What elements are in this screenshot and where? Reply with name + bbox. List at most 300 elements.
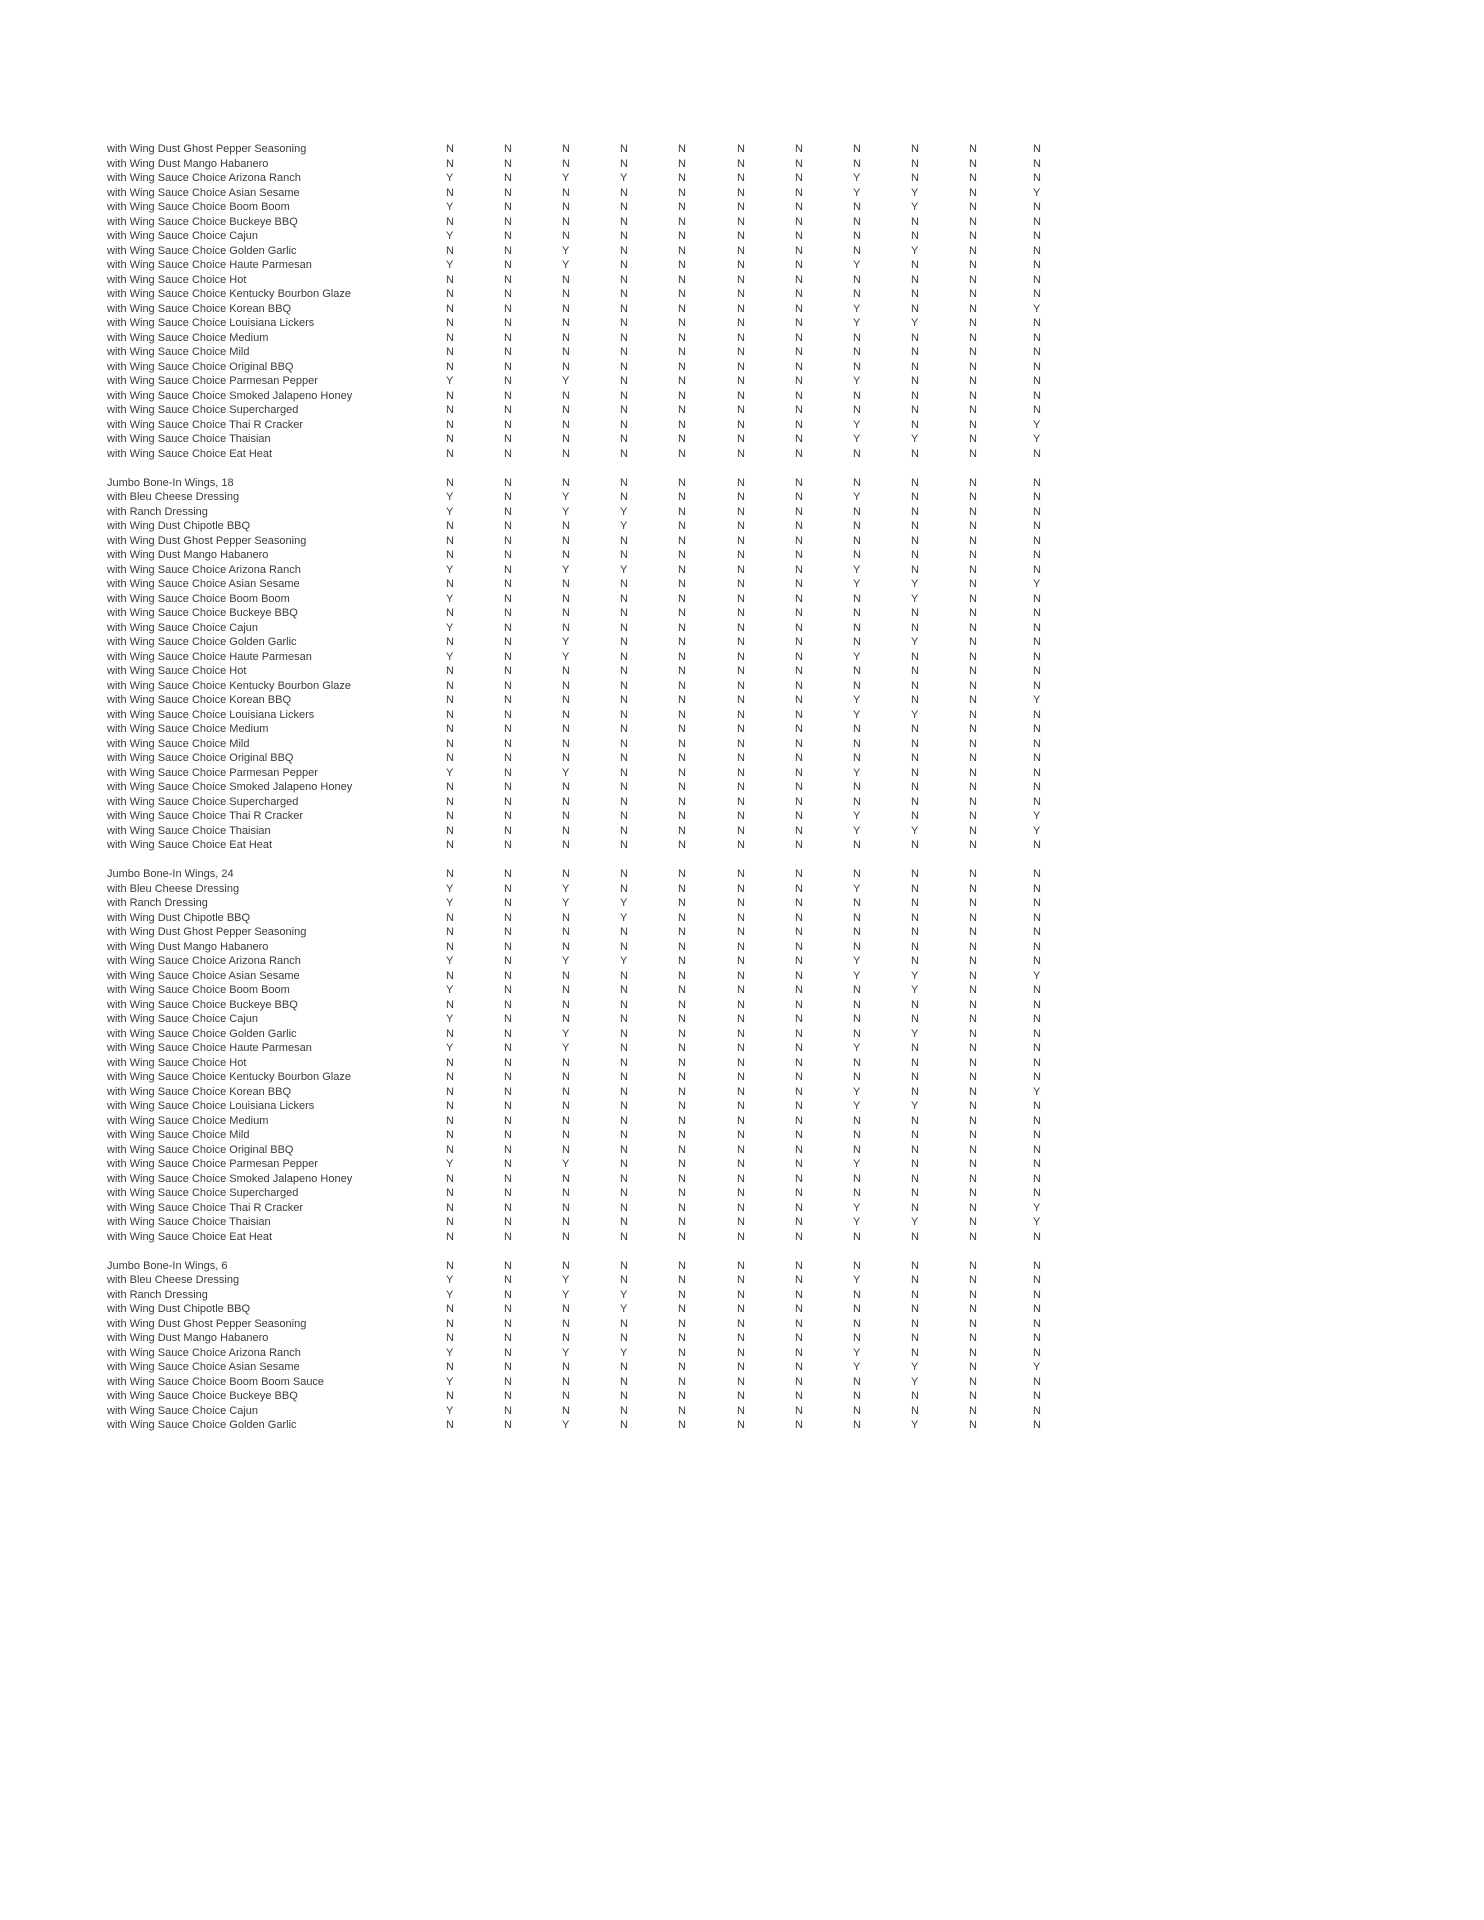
allergen-flag-cell: Y (446, 955, 454, 967)
allergen-flag-cell: N (504, 882, 512, 895)
allergen-flag-cell: N (795, 1027, 803, 1040)
allergen-flag-cell: Y (1033, 302, 1041, 315)
allergen-flag-cell: N (678, 549, 686, 561)
allergen-flag-cell: N (969, 766, 977, 779)
allergen-flag-cell: N (795, 534, 803, 547)
allergen-flag-cell: N (504, 172, 512, 184)
allergen-flag-cell: N (562, 1129, 570, 1141)
allergen-flag-cell: Y (911, 201, 919, 213)
allergen-flag-cell: N (504, 766, 512, 779)
allergen-flag-cell: N (678, 520, 686, 532)
allergen-flag-cell: N (795, 1085, 803, 1098)
table-section (0, 476, 1484, 853)
allergen-flag-cell: N (1033, 650, 1041, 663)
allergen-flag-cell: Y (911, 984, 919, 996)
allergen-flag-cell: N (737, 1143, 745, 1156)
allergen-flag-cell: N (737, 665, 745, 677)
allergen-flag-cell: N (620, 1158, 628, 1170)
allergen-flag-cell: N (911, 259, 919, 271)
allergen-flag-cell: N (795, 752, 803, 764)
table-row (0, 911, 1484, 926)
allergen-flag-cell: Y (446, 563, 454, 576)
allergen-flag-cell: N (620, 201, 628, 213)
allergen-flag-cell: N (446, 1071, 454, 1083)
allergen-flag-cell: N (853, 244, 861, 257)
allergen-flag-cell: N (562, 288, 570, 300)
allergen-flag-cell: N (853, 389, 861, 402)
allergen-flag-cell: N (795, 984, 803, 996)
allergen-flag-cell: N (562, 1201, 570, 1214)
allergen-flag-cell: Y (853, 1085, 861, 1098)
allergen-flag-cell: N (678, 708, 686, 721)
allergen-flag-cell: N (620, 288, 628, 300)
allergen-flag-cell: N (969, 737, 977, 750)
allergen-flag-cell: N (620, 491, 628, 503)
allergen-flag-cell: N (562, 1259, 570, 1272)
allergen-flag-cell: Y (911, 1216, 919, 1228)
allergen-flag-cell: N (620, 1375, 628, 1388)
allergen-flag-cell: N (737, 1187, 745, 1199)
allergen-flag-cell: N (737, 476, 745, 489)
allergen-flag-cell: N (737, 1042, 745, 1054)
allergen-flag-cell: N (911, 998, 919, 1011)
allergen-flag-cell: N (911, 868, 919, 880)
allergen-flag-cell: N (853, 1303, 861, 1315)
allergen-flag-cell: N (737, 1172, 745, 1185)
allergen-flag-cell: N (737, 1419, 745, 1431)
allergen-flag-cell: N (795, 795, 803, 808)
table-row (0, 519, 1484, 534)
allergen-flag-cell: N (737, 1201, 745, 1214)
allergen-flag-cell: N (620, 1317, 628, 1330)
allergen-flag-cell: N (504, 491, 512, 503)
allergen-flag-cell: N (504, 621, 512, 634)
allergen-flag-cell: Y (562, 882, 570, 895)
allergen-flag-cell: N (504, 926, 512, 938)
allergen-flag-cell: N (678, 1259, 686, 1272)
allergen-flag-cell: N (969, 940, 977, 953)
allergen-flag-cell: N (504, 1259, 512, 1272)
table-row (0, 186, 1484, 201)
allergen-flag-cell: N (969, 665, 977, 677)
allergen-flag-cell: Y (853, 708, 861, 721)
allergen-flag-cell: N (911, 1274, 919, 1286)
allergen-flag-cell: N (446, 389, 454, 402)
allergen-flag-cell: N (911, 955, 919, 967)
allergen-flag-cell: N (620, 969, 628, 982)
allergen-flag-cell: N (678, 1404, 686, 1417)
allergen-flag-cell: N (853, 549, 861, 561)
allergen-flag-cell: N (853, 1230, 861, 1243)
table-row (0, 983, 1484, 998)
allergen-flag-cell: N (504, 969, 512, 982)
allergen-flag-cell: N (795, 1071, 803, 1083)
allergen-flag-cell: N (969, 969, 977, 982)
allergen-flag-cell: Y (562, 1158, 570, 1170)
allergen-flag-cell: N (678, 1419, 686, 1431)
allergen-flag-cell: N (969, 433, 977, 445)
allergen-flag-cell: Y (853, 1346, 861, 1359)
allergen-flag-cell: Y (853, 1158, 861, 1170)
allergen-flag-cell: N (853, 1259, 861, 1272)
allergen-flag-cell: N (562, 737, 570, 750)
allergen-flag-cell: N (446, 723, 454, 735)
allergen-flag-cell: N (911, 882, 919, 895)
allergen-flag-cell: N (504, 636, 512, 648)
allergen-flag-cell: N (620, 1332, 628, 1344)
allergen-flag-cell: N (620, 1187, 628, 1199)
allergen-flag-cell: N (620, 317, 628, 329)
allergen-flag-cell: N (620, 781, 628, 793)
table-row (0, 766, 1484, 781)
allergen-flag-cell: N (737, 636, 745, 648)
allergen-flag-cell: N (911, 1013, 919, 1025)
allergen-flag-cell: N (737, 230, 745, 242)
allergen-flag-cell: N (795, 1013, 803, 1025)
row-label: with Wing Sauce Choice Golden Garlic (107, 244, 297, 257)
row-label: with Bleu Cheese Dressing (107, 491, 240, 503)
allergen-flag-cell: N (562, 1071, 570, 1083)
allergen-flag-cell: N (446, 302, 454, 315)
allergen-flag-cell: N (795, 302, 803, 315)
table-section (0, 1259, 1484, 1433)
allergen-flag-cell: N (853, 1390, 861, 1402)
allergen-flag-cell: N (504, 389, 512, 402)
table-row (0, 606, 1484, 621)
allergen-flag-cell: N (678, 911, 686, 924)
row-label: with Wing Sauce Choice Cajun (107, 621, 259, 634)
allergen-flag-cell: N (911, 940, 919, 953)
allergen-flag-cell: N (562, 302, 570, 315)
allergen-flag-cell: N (678, 1317, 686, 1330)
allergen-flag-cell: N (446, 244, 454, 257)
table-row (0, 882, 1484, 897)
row-label: with Wing Sauce Choice Haute Parmesan (107, 650, 312, 663)
allergen-flag-cell: N (911, 476, 919, 489)
allergen-flag-cell: N (620, 1172, 628, 1185)
row-label: with Wing Sauce Choice Thai R Cracker (107, 418, 304, 431)
allergen-flag-cell: N (446, 1085, 454, 1098)
allergen-flag-cell: N (620, 1259, 628, 1272)
allergen-flag-cell: N (969, 955, 977, 967)
allergen-flag-cell: N (969, 1114, 977, 1127)
allergen-flag-cell: N (737, 447, 745, 460)
allergen-flag-cell: N (911, 926, 919, 938)
allergen-flag-cell: N (737, 157, 745, 170)
allergen-flag-cell: N (969, 723, 977, 735)
allergen-flag-cell: N (678, 955, 686, 967)
allergen-flag-cell: N (446, 1390, 454, 1402)
table-row (0, 1360, 1484, 1375)
allergen-flag-cell: N (678, 1129, 686, 1141)
allergen-flag-cell: N (737, 621, 745, 634)
allergen-flag-cell: N (678, 201, 686, 213)
table-row (0, 708, 1484, 723)
allergen-flag-cell: N (678, 1158, 686, 1170)
allergen-flag-cell: N (911, 1230, 919, 1243)
row-label: with Wing Sauce Choice Golden Garlic (107, 1419, 297, 1431)
allergen-flag-cell: N (504, 650, 512, 663)
row-label: with Wing Sauce Choice Thai R Cracker (107, 810, 304, 822)
allergen-flag-cell: N (969, 1143, 977, 1156)
allergen-flag-cell: N (911, 520, 919, 532)
allergen-flag-cell: N (911, 1332, 919, 1344)
allergen-flag-cell: N (737, 1259, 745, 1272)
allergen-flag-cell: N (737, 1114, 745, 1127)
allergen-flag-cell: N (678, 418, 686, 431)
allergen-flag-cell: Y (853, 1201, 861, 1214)
allergen-flag-cell: Y (1033, 1361, 1041, 1373)
allergen-flag-cell: N (853, 331, 861, 344)
allergen-flag-cell: N (678, 172, 686, 184)
allergen-flag-cell: N (969, 447, 977, 460)
allergen-flag-cell: N (446, 1419, 454, 1431)
allergen-flag-cell: N (737, 1390, 745, 1402)
allergen-flag-cell: N (969, 317, 977, 329)
table-row (0, 998, 1484, 1013)
allergen-flag-cell: N (678, 433, 686, 445)
table-row (0, 534, 1484, 549)
allergen-flag-cell: Y (446, 1375, 454, 1388)
allergen-flag-cell: N (737, 578, 745, 590)
allergen-flag-cell: N (737, 752, 745, 764)
allergen-flag-cell: N (678, 839, 686, 851)
allergen-flag-cell: Y (911, 317, 919, 329)
table-row (0, 1302, 1484, 1317)
allergen-flag-cell: N (969, 1056, 977, 1069)
allergen-flag-cell: Y (446, 505, 454, 518)
allergen-flag-cell: N (969, 868, 977, 880)
allergen-flag-cell: N (969, 810, 977, 822)
allergen-flag-cell: N (795, 839, 803, 851)
allergen-flag-cell: N (737, 737, 745, 750)
allergen-flag-cell: N (795, 592, 803, 605)
allergen-flag-cell: Y (911, 1375, 919, 1388)
table-row (0, 592, 1484, 607)
allergen-flag-cell: N (853, 940, 861, 953)
allergen-flag-cell: N (620, 665, 628, 677)
table-row (0, 809, 1484, 824)
row-label: with Wing Sauce Choice Boom Boom (107, 201, 290, 213)
allergen-flag-cell: Y (911, 1027, 919, 1040)
allergen-flag-cell: N (562, 723, 570, 735)
allergen-flag-cell: N (795, 940, 803, 953)
allergen-flag-cell: N (969, 752, 977, 764)
allergen-flag-cell: N (562, 143, 570, 155)
allergen-flag-cell: N (969, 172, 977, 184)
allergen-flag-cell: N (1033, 288, 1041, 300)
allergen-flag-cell: N (620, 1042, 628, 1054)
allergen-flag-cell: N (1033, 1172, 1041, 1185)
allergen-flag-cell: N (737, 389, 745, 402)
row-label: with Wing Sauce Choice Original BBQ (107, 1143, 294, 1156)
allergen-flag-cell: N (911, 505, 919, 518)
row-label: with Wing Sauce Choice Supercharged (107, 1187, 299, 1199)
allergen-flag-cell: N (562, 1085, 570, 1098)
allergen-flag-cell: N (620, 1143, 628, 1156)
allergen-flag-cell: N (737, 549, 745, 561)
allergen-flag-cell: Y (911, 244, 919, 257)
row-label: with Wing Sauce Choice Kentucky Bourbon Glaze (107, 679, 351, 692)
allergen-flag-cell: N (504, 911, 512, 924)
allergen-flag-cell: Y (562, 244, 570, 257)
allergen-flag-cell: N (969, 984, 977, 996)
allergen-flag-cell: N (446, 1114, 454, 1127)
allergen-flag-cell: N (969, 1158, 977, 1170)
row-label: with Wing Dust Chipotle BBQ (107, 1303, 251, 1315)
allergen-flag-cell: N (969, 201, 977, 213)
allergen-flag-cell: N (969, 998, 977, 1011)
allergen-flag-cell: N (504, 1230, 512, 1243)
row-label: with Wing Dust Chipotle BBQ (107, 520, 251, 532)
allergen-flag-cell: N (446, 1056, 454, 1069)
allergen-flag-cell: N (562, 810, 570, 822)
allergen-flag-cell: N (911, 781, 919, 793)
allergen-flag-cell: N (562, 1187, 570, 1199)
allergen-flag-cell: N (737, 215, 745, 228)
allergen-flag-cell: N (504, 288, 512, 300)
allergen-flag-cell: N (1033, 636, 1041, 648)
table-row (0, 940, 1484, 955)
table-row (0, 795, 1484, 810)
allergen-flag-cell: N (969, 1361, 977, 1373)
table-row (0, 1288, 1484, 1303)
row-label: with Wing Sauce Choice Haute Parmesan (107, 1042, 312, 1054)
allergen-flag-cell: N (737, 650, 745, 663)
allergen-flag-cell: N (737, 795, 745, 808)
section-header-label: Jumbo Bone-In Wings, 6 (107, 1259, 228, 1272)
allergen-flag-cell: N (446, 534, 454, 547)
row-label: with Wing Sauce Choice Louisiana Lickers (107, 708, 315, 721)
allergen-flag-cell: N (562, 998, 570, 1011)
allergen-flag-cell: N (446, 781, 454, 793)
allergen-flag-cell: N (911, 752, 919, 764)
allergen-flag-cell: N (504, 331, 512, 344)
allergen-flag-cell: N (446, 824, 454, 837)
allergen-flag-cell: N (969, 244, 977, 257)
row-label: with Wing Sauce Choice Asian Sesame (107, 1361, 300, 1373)
allergen-flag-cell: N (795, 1390, 803, 1402)
allergen-flag-cell: N (795, 1114, 803, 1127)
table-row (0, 490, 1484, 505)
allergen-flag-cell: N (620, 1085, 628, 1098)
allergen-flag-cell: N (911, 404, 919, 416)
allergen-flag-cell: Y (853, 1100, 861, 1112)
row-label: with Wing Sauce Choice Louisiana Lickers (107, 1100, 315, 1112)
allergen-flag-cell: Y (446, 1288, 454, 1301)
row-label: with Wing Dust Mango Habanero (107, 1332, 269, 1344)
allergen-flag-cell: N (853, 1419, 861, 1431)
allergen-flag-cell: Y (911, 969, 919, 982)
table-row (0, 1346, 1484, 1361)
allergen-flag-cell: N (504, 998, 512, 1011)
allergen-flag-cell: N (678, 926, 686, 938)
allergen-flag-cell: N (678, 592, 686, 605)
row-label: with Wing Sauce Choice Buckeye BBQ (107, 998, 298, 1011)
row-label: with Wing Sauce Choice Boom Boom Sauce (107, 1375, 325, 1388)
allergen-flag-cell: N (795, 491, 803, 503)
allergen-flag-cell: N (562, 230, 570, 242)
allergen-flag-cell: N (678, 302, 686, 315)
allergen-flag-cell: N (969, 360, 977, 373)
row-label: with Wing Sauce Choice Korean BBQ (107, 1085, 292, 1098)
allergen-flag-cell: N (969, 1129, 977, 1141)
allergen-flag-cell: N (853, 1129, 861, 1141)
allergen-flag-cell: Y (562, 259, 570, 271)
allergen-flag-cell: N (795, 331, 803, 344)
row-label: with Wing Sauce Choice Thaisian (107, 433, 271, 445)
allergen-flag-cell: N (504, 824, 512, 837)
allergen-flag-cell: N (620, 940, 628, 953)
allergen-flag-cell: N (1033, 1187, 1041, 1199)
allergen-flag-cell: N (1033, 781, 1041, 793)
allergen-flag-cell: N (504, 259, 512, 271)
allergen-flag-cell: N (678, 1201, 686, 1214)
allergen-flag-cell: N (737, 708, 745, 721)
allergen-flag-cell: Y (620, 172, 628, 184)
allergen-flag-cell: N (446, 708, 454, 721)
row-label: with Wing Sauce Choice Medium (107, 723, 269, 735)
allergen-flag-cell: N (446, 911, 454, 924)
allergen-flag-cell: N (853, 592, 861, 605)
allergen-flag-cell: N (911, 795, 919, 808)
allergen-flag-cell: N (678, 607, 686, 619)
allergen-flag-cell: N (678, 1346, 686, 1359)
table-row (0, 1375, 1484, 1390)
allergen-flag-cell: Y (562, 563, 570, 576)
allergen-flag-cell: N (1033, 1303, 1041, 1315)
allergen-flag-cell: N (853, 505, 861, 518)
allergen-flag-cell: N (911, 1143, 919, 1156)
allergen-flag-cell: N (620, 810, 628, 822)
allergen-flag-cell: Y (620, 955, 628, 967)
allergen-flag-cell: N (969, 607, 977, 619)
allergen-flag-cell: N (795, 737, 803, 750)
allergen-flag-cell: N (969, 708, 977, 721)
allergen-flag-cell: N (969, 288, 977, 300)
allergen-flag-cell: Y (853, 1274, 861, 1286)
allergen-flag-cell: Y (853, 650, 861, 663)
allergen-flag-cell: N (1033, 491, 1041, 503)
allergen-flag-cell: N (1033, 505, 1041, 518)
table-row (0, 896, 1484, 911)
allergen-flag-cell: N (969, 679, 977, 692)
allergen-flag-cell: N (795, 375, 803, 387)
allergen-flag-cell: Y (911, 1100, 919, 1112)
table-row (0, 200, 1484, 215)
allergen-flag-cell: N (969, 1042, 977, 1054)
allergen-flag-cell: N (969, 795, 977, 808)
allergen-flag-cell: N (620, 389, 628, 402)
allergen-flag-cell: N (737, 331, 745, 344)
allergen-flag-cell: N (795, 926, 803, 938)
allergen-flag-cell: N (795, 1259, 803, 1272)
allergen-flag-cell: Y (620, 1346, 628, 1359)
allergen-flag-cell: N (969, 418, 977, 431)
allergen-flag-cell: N (562, 1172, 570, 1185)
allergen-flag-cell: N (620, 244, 628, 257)
allergen-flag-cell: N (1033, 1259, 1041, 1272)
allergen-flag-cell: N (562, 215, 570, 228)
allergen-flag-cell: N (678, 766, 686, 779)
allergen-flag-cell: N (911, 288, 919, 300)
allergen-flag-cell: N (1033, 259, 1041, 271)
section-header-label: Jumbo Bone-In Wings, 18 (107, 476, 234, 489)
allergen-flag-cell: N (737, 1274, 745, 1286)
allergen-flag-cell: Y (562, 1274, 570, 1286)
allergen-flag-cell: N (795, 476, 803, 489)
table-row (0, 1389, 1484, 1404)
